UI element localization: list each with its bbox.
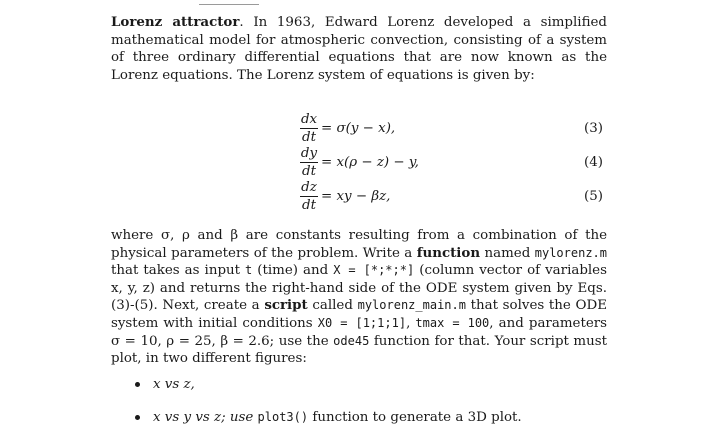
equation-4-derivative: $\frac{dy}{dt}$: [300, 146, 318, 179]
code-tmax: tmax = 100: [415, 315, 490, 330]
document-page: [111, 0, 611, 435]
intro-text: . In 1963, Edward Lorenz developed a simplified mathematical model for atmospheric convection, consisting of a system of three ordinary differential equations that are now known as the Lorenz equations. The Lorenz system of equations is given by:: [111, 15, 607, 83]
equation-3-rhs: = σ(y − x),: [321, 121, 396, 136]
code-x-vector: X = [*;*;*]: [333, 263, 415, 278]
section-heading: Lorenz attractor: [111, 14, 240, 30]
equation-4-rhs: = x(ρ − z) − y,: [321, 155, 419, 170]
instructions-paragraph: where σ, ρ and β are constants resulting from a combination of the physical parameters of the problem. Write a function named mylorenz.m that takes as input t (time) and X = [*;*;*] (column vector of variables x, y, z) and returns the right-hand side of the ODE system given by Eqs. (3)-(5). Next, create a script called mylorenz_main.m that solves the ODE system with initial conditions X0 = [1;1;1], tmax = 100, and parameters σ = 10, ρ = 25, β = 2.6; use the ode45 function for that. Your script must plot, in two different figures:: [111, 228, 608, 367]
code-plot3: plot3(): [257, 409, 309, 424]
plot-requirements-list: [133, 376, 522, 441]
bullet-icon: [135, 415, 140, 420]
code-mylorenz-main: mylorenz_main.m: [357, 298, 466, 313]
list-item: x vs z,: [133, 376, 522, 394]
equation-3-derivative: $\frac{dx}{dt}$: [300, 112, 318, 145]
keyword-script: script: [264, 297, 308, 314]
list-item: x vs y vs z; use plot3() function to generate a 3D plot.: [133, 409, 522, 427]
page-top-rule: [199, 0, 259, 5]
equation-5-number: (5): [584, 189, 603, 204]
code-x0: X0 = [1;1;1]: [317, 315, 407, 330]
code-t: t: [245, 263, 253, 278]
keyword-function: function: [416, 244, 481, 261]
intro-paragraph: [111, 14, 607, 84]
equation-5: [111, 180, 607, 214]
equation-3: [111, 112, 607, 146]
equation-4: [111, 146, 607, 180]
equation-5-derivative: $\frac{dz}{dt}$: [301, 180, 317, 213]
code-mylorenz: mylorenz.m: [534, 245, 607, 260]
code-ode45: ode45: [333, 333, 370, 348]
equation-4-number: (4): [584, 155, 603, 170]
equation-3-number: (3): [584, 121, 603, 136]
bullet-icon: [135, 382, 140, 387]
equation-5-rhs: = xy − βz,: [321, 189, 391, 204]
